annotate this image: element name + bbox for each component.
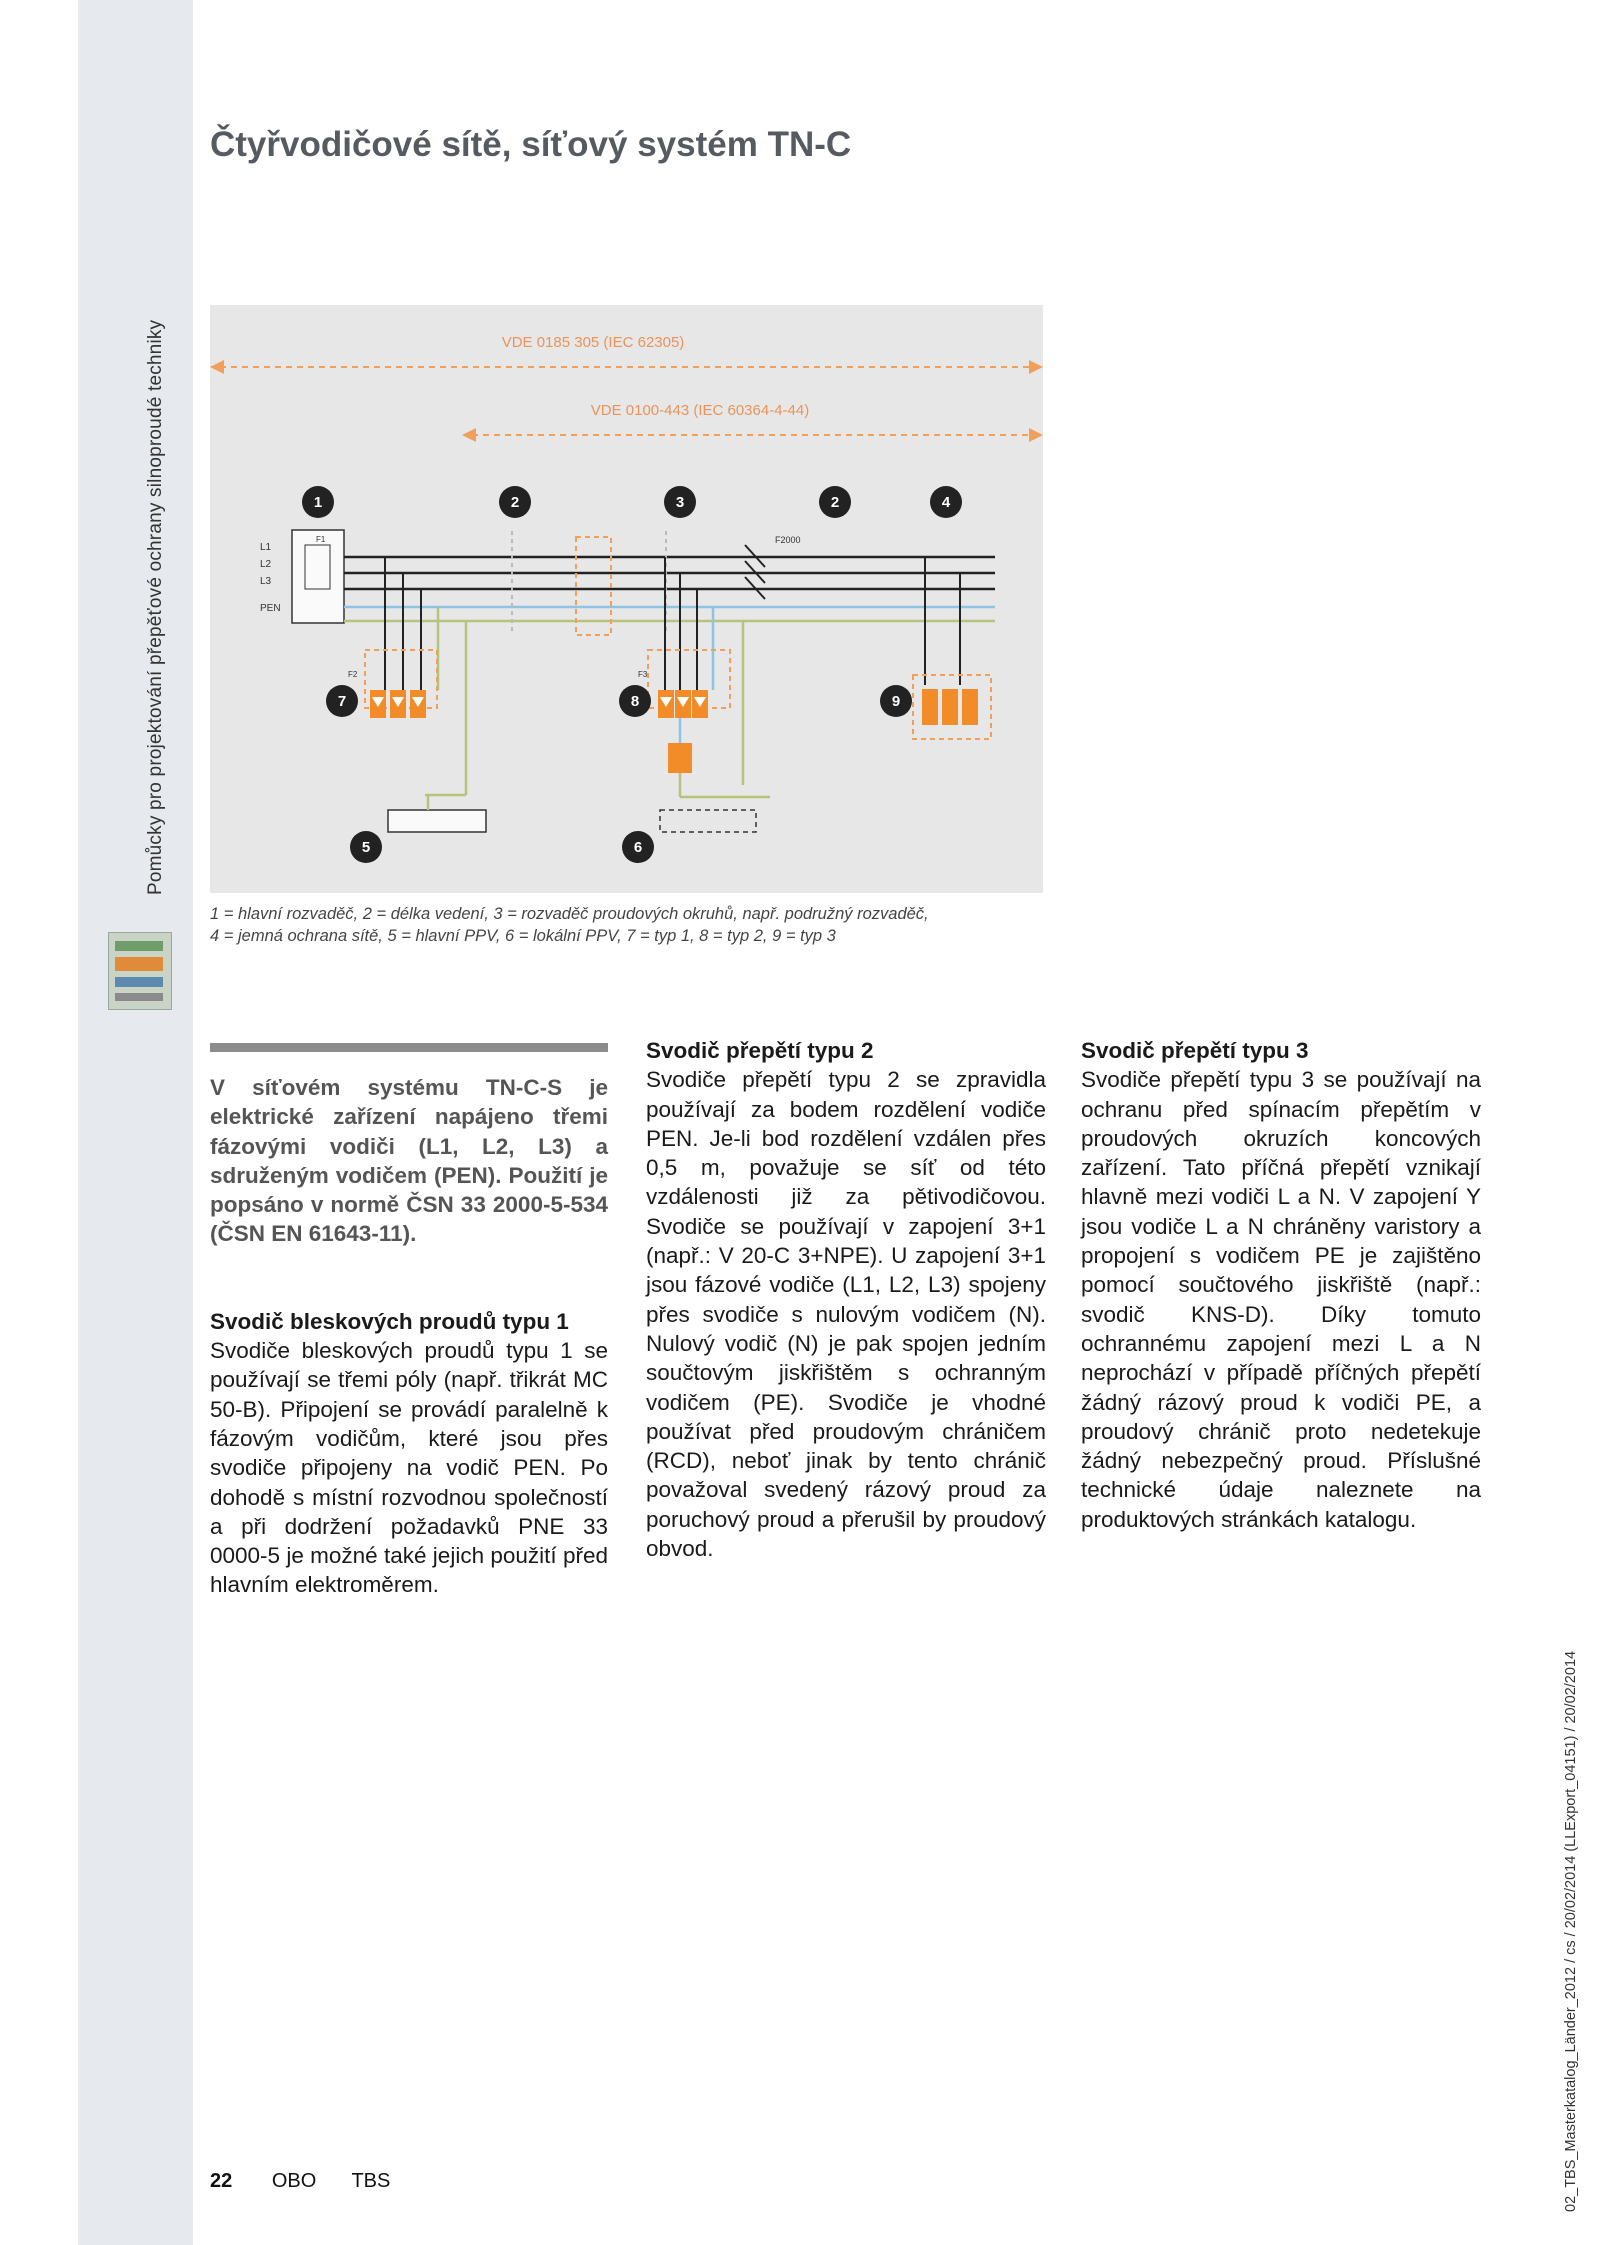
marker-2a: 2: [510, 494, 520, 511]
marker-5: 5: [361, 839, 371, 856]
line-label-l2: L2: [260, 559, 272, 570]
marker-1: 1: [313, 494, 323, 511]
sidebar-text: Pomůcky pro projektování přepěťové ochrany silnoproudé techniky: [145, 319, 166, 895]
sidebar-strip: [78, 0, 193, 2245]
intro-paragraph: V síťovém systému TN-C-S je elektrické zařízení napájeno třemi fázovými vodiči (L1, L2, L3) a sdruženým vodičem (PEN). Použití je popsáno v normě ČSN 33 2000-5-534 (ČSN EN 61643-11).: [210, 1075, 608, 1247]
range-arrows: [220, 367, 1032, 435]
range-second-label: VDE 0100-443 (IEC 60364-4-44): [590, 402, 810, 419]
marker-7: 7: [337, 693, 347, 710]
column-2: [646, 1036, 1046, 1563]
page-title: Čtyřvodičové sítě, síťový systém TN-C: [210, 125, 852, 164]
section-rule: [210, 1043, 608, 1052]
line-label-l1: L1: [260, 542, 272, 553]
marker-2b: 2: [830, 494, 840, 511]
f3-label: F3: [638, 670, 648, 679]
footer-product: TBS: [351, 2170, 391, 2192]
marker-3: 3: [675, 494, 685, 511]
footer-brand: OBO: [271, 2170, 317, 2192]
line-label-pen: PEN: [260, 603, 281, 614]
f2000-label: F2000: [775, 535, 801, 545]
page-footer: [210, 2170, 420, 2193]
section2-heading: Svodič přepětí typu 2: [646, 1038, 874, 1063]
section1-body: Svodiče bleskových proudů typu 1 se používají se třemi póly (např. třikrát MC 50-B). Připojení se provádí paralelně k fázovým vodičům, které jsou přes svodiče připojeny na vodič PEN. Po dohodě s místní rozvodnou společností a při dodržení požadavků PNE 33 0000-5 je možné také jejich použití před hlavním elektroměrem.: [210, 1338, 608, 1598]
section1-heading: Svodič bleskových proudů typu 1: [210, 1308, 569, 1334]
section3-body: Svodiče přepětí typu 3 se používají na ochranu před spínacím přepětím v proudových okruzích koncových zařízení. Tato příčná přepětí vznikají hlavně mezi vodiči L a N. V zapojení Y jsou vodiče L a N chráněny varistory a propojení s vodičem PE je zajištěno pomocí součtového jiskřiště (např.: svodič KNS-D). Díky tomuto ochrannému zapojení mezi L a N neprochází v případě příčných přepětí žádný rázový proud k vodiči PE, a proudový chránič proto nedetekuje žádný nebezpečný proud. Příslušné technické údaje naleznete na produktových stránkách katalogu.: [1081, 1067, 1481, 1532]
spd-group-type1: [365, 650, 437, 718]
figure-caption: [210, 903, 1043, 947]
caption-line-2: 4 = jemná ochrana sítě, 5 = hlavní PPV, 6 = lokální PPV, 7 = typ 1, 8 = typ 2, 9 = typ 3: [210, 927, 836, 945]
column-3: [1081, 1036, 1481, 1534]
f2-label-left: F2: [348, 670, 358, 679]
local-equipotential-bar: [660, 810, 756, 832]
marker-4: 4: [941, 494, 951, 511]
catalog-thumbnail-icon: [108, 932, 172, 1010]
column-1: [210, 1073, 608, 1600]
bus-lines: [344, 557, 995, 621]
marker-9: 9: [891, 693, 901, 710]
range-top-label: VDE 0185 305 (IEC 62305): [501, 334, 685, 351]
page-number: 22: [210, 2170, 233, 2192]
tn-c-diagram: [210, 305, 1043, 893]
marker-6: 6: [633, 839, 643, 856]
diagram-markers: [302, 486, 962, 863]
caption-line-1: 1 = hlavní rozvaděč, 2 = délka vedení, 3 = rozvaděč proudových okruhů, např. podružný rozvaděč,: [210, 905, 929, 923]
f1-label: F1: [316, 535, 326, 544]
right-meta-text: 02_TBS_Masterkatalog_Länder_2012 / cs / 20/02/2014 (LLExport_04151) / 20/02/2014: [1563, 1650, 1579, 2212]
section2-body: Svodiče přepětí typu 2 se zpravidla používají za bodem rozdělení vodiče PEN. Je-li bod rozdělení vzdálen přes 0,5 m, považuje se síť od této vzdálenosti již za pětivodičovou. Svodiče se používají v zapojení 3+1 (např.: V 20-C 3+NPE). U zapojení 3+1 jsou fázové vodiče (L1, L2, L3) spojeny přes svodiče s nulovým vodičem (N). Nulový vodič (N) je pak spojen jedním součtovým jiskřištěm s ochranným vodičem (PE). Svodiče je vhodné používat před proudovým chráničem (RCD), neboť jinak by tento chránič považoval svedený rázový proud za poruchový proud a přerušil by proudový obvod.: [646, 1067, 1046, 1562]
section3-heading: Svodič přepětí typu 3: [1081, 1038, 1309, 1063]
main-equipotential-bar: [388, 810, 486, 832]
line-label-l3: L3: [260, 576, 272, 587]
spd-group-type2: [648, 650, 730, 797]
marker-8: 8: [630, 693, 640, 710]
